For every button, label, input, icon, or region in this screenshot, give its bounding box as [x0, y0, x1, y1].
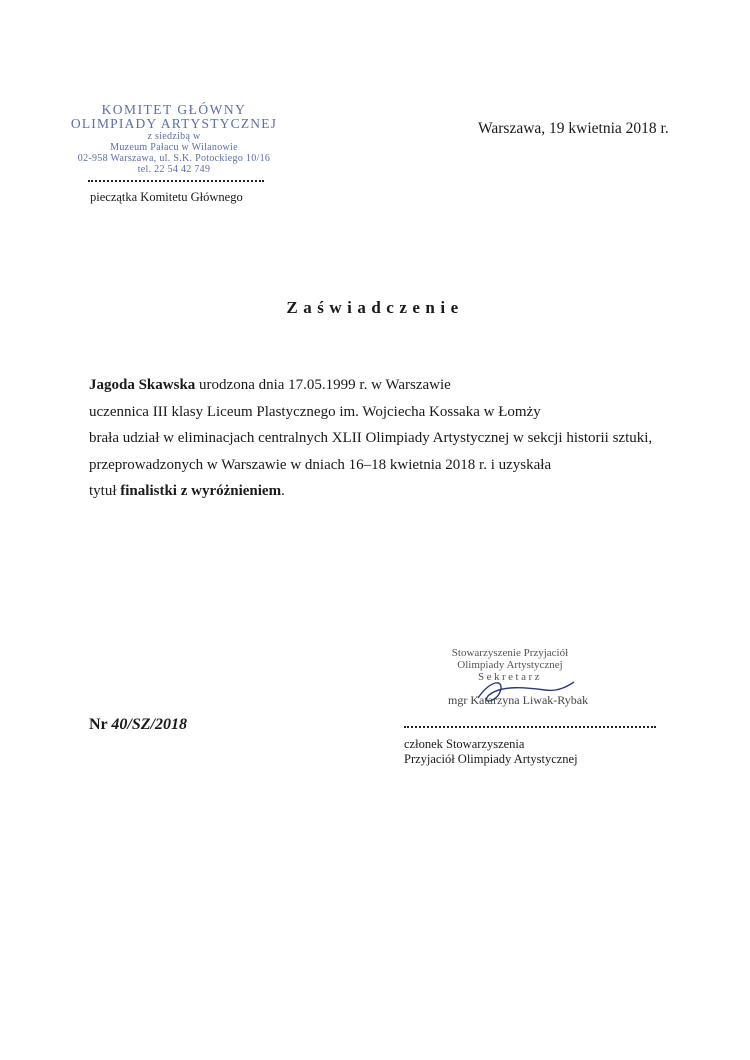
stamp-dotted-line [88, 180, 264, 182]
number-value: 40/SZ/2018 [111, 716, 187, 733]
birth-info: urodzona dnia 17.05.1999 r. w Warszawie [195, 377, 451, 393]
issue-date: Warszawa, 19 kwietnia 2018 r. [478, 120, 669, 137]
sig-caption-line-2: Przyjaciół Olimpiady Artystycznej [404, 752, 578, 766]
title-suffix: . [281, 483, 285, 499]
sig-caption-line-1: członek Stowarzyszenia [404, 737, 525, 751]
award-title: finalistki z wyróżnieniem [120, 483, 282, 499]
stamp-line-6: tel. 22 54 42 749 [137, 164, 211, 175]
committee-stamp [60, 103, 288, 175]
title-prefix: tytuł [89, 483, 121, 499]
signature-dotted-line [404, 726, 656, 728]
body-line-2: uczennica III klasy Liceum Plastycznego im. Wojciecha Kossaka w Łomży [89, 403, 541, 420]
document-number [89, 716, 187, 734]
stamp-caption: pieczątka Komitetu Głównego [90, 190, 243, 204]
body-line-3: brała udział w eliminacjach centralnych XLII Olimpiady Artystycznej w sekcji historii sztuki, [89, 430, 653, 446]
document-title: Zaświadczenie [286, 298, 464, 317]
certificate-body [89, 372, 709, 505]
sig-stamp-line-3: Sekretarz [477, 671, 543, 683]
body-line-5 [89, 478, 709, 505]
stamp-line-4: Muzeum Pałacu w Wilanowie [110, 142, 238, 153]
stamp-line-5: 02-958 Warszawa, ul. S.K. Potockiego 10/16 [77, 153, 271, 164]
stamp-line-3: z siedzibą w [147, 131, 201, 142]
sig-stamp-line-1: Stowarzyszenie Przyjaciół [451, 647, 569, 659]
body-line-1 [89, 372, 709, 399]
number-prefix: Nr [89, 716, 112, 733]
sig-stamp-line-2: Olimpiady Artystycznej [457, 659, 563, 671]
signatory-name: mgr Katarzyna Liwak-Rybak [448, 693, 589, 707]
stamp-line-1: KOMITET GŁÓWNY [101, 102, 247, 117]
stamp-line-2: OLIMPIADY ARTYSTYCZNEJ [70, 116, 278, 131]
signature-caption [404, 737, 578, 767]
student-name: Jagoda Skawska [89, 377, 196, 393]
body-line-4: przeprowadzonych w Warszawie w dniach 16–18 kwietnia 2018 r. i uzyskała [89, 456, 552, 473]
